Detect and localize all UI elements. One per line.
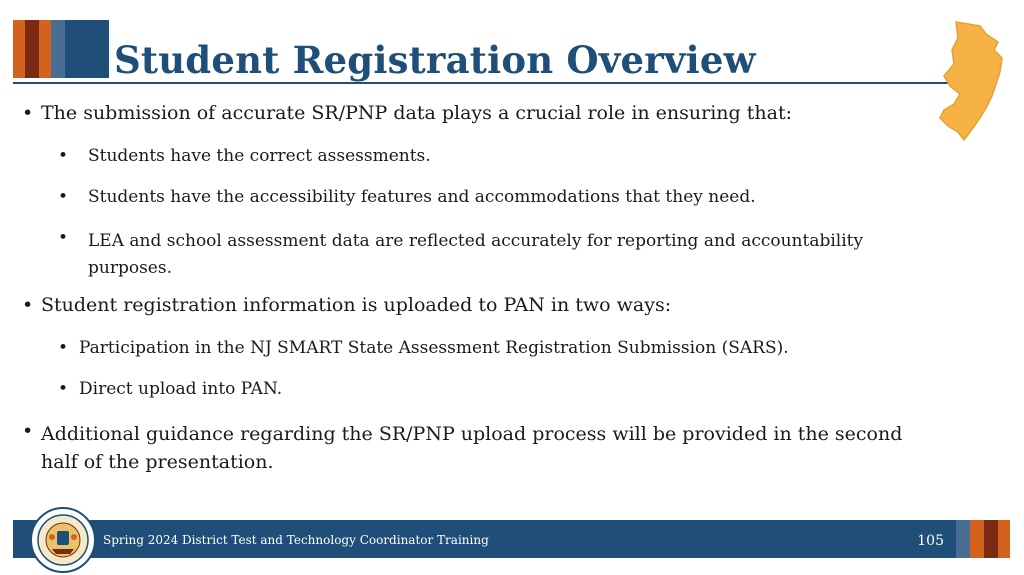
bullet-1-text: The submission of accurate SR/PNP data plays a crucial role in ensuring that: — [41, 102, 792, 124]
bullet-1-1-text: Students have the correct assessments. — [88, 146, 431, 166]
title-divider — [13, 82, 963, 84]
bullet-marker: • — [58, 146, 69, 166]
bullet-2-1-text: Participation in the NJ SMART State Assessment Registration Submission (SARS). — [79, 338, 789, 358]
page-number: 105 — [917, 533, 944, 549]
nj-department-of-education-seal-icon — [30, 507, 96, 573]
bullet-1-2-text: Students have the accessibility features and accommodations that they need. — [88, 187, 756, 207]
page-title: Student Registration Overview — [114, 38, 756, 82]
bullet-3-text: Additional guidance regarding the SR/PNP upload process will be provided in the second half of the presentation. — [41, 423, 903, 473]
bullet-marker: • — [58, 379, 69, 399]
bullet-marker: • — [58, 228, 69, 248]
footer-accent-stripes — [956, 520, 1010, 558]
bullet-marker: • — [22, 420, 34, 442]
bullet-2-2-text: Direct upload into PAN. — [79, 379, 283, 399]
bullet-marker: • — [22, 294, 34, 316]
bullet-1-3-text: LEA and school assessment data are reflected accurately for reporting and accountability purposes. — [88, 231, 864, 278]
footer-bar — [13, 520, 956, 558]
footer-title: Spring 2024 District Test and Technology Coordinator Training — [103, 533, 489, 547]
title-accent-stripes — [13, 20, 109, 78]
bullet-marker: • — [58, 338, 69, 358]
new-jersey-map-icon — [936, 20, 1008, 142]
bullet-marker: • — [22, 102, 34, 124]
bullet-marker: • — [58, 187, 69, 207]
bullet-2-text: Student registration information is uploaded to PAN in two ways: — [41, 294, 672, 316]
